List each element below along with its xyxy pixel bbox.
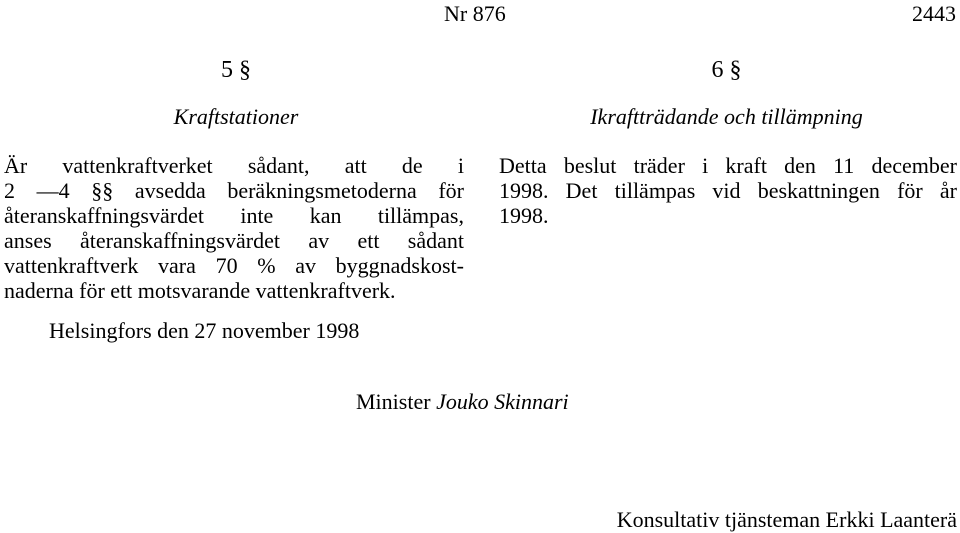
paragraph-line: 2 —4 §§ avsedda beräkningsmetoderna för (4, 178, 464, 203)
paragraph-line: återanskaffningsvärdet inte kan tillämpas, (4, 203, 464, 228)
page-number: 2443 (912, 1, 956, 26)
paragraph-line: naderna för ett motsvarande vattenkraftverk. (4, 278, 396, 303)
minister-title: Minister (356, 389, 431, 414)
section-5-number: 5 § (221, 57, 251, 83)
section-5-title: Kraftstationer (173, 104, 299, 129)
section-6-title: Ikraftträdande och tillämpning (590, 104, 863, 129)
paragraph-line: Är vattenkraftverket sådant, att de i (4, 153, 464, 178)
paragraph-line: 1998. (499, 203, 549, 228)
statute-number: Nr 876 (444, 1, 506, 26)
paragraph-line: Detta beslut träder i kraft den 11 december (499, 153, 957, 178)
section-5-paragraph (4, 153, 464, 303)
place-and-date: Helsingfors den 27 november 1998 (49, 318, 360, 343)
section-6-paragraph (499, 153, 957, 228)
paragraph-line: 1998. Det tillämpas vid beskattningen för år (499, 178, 957, 203)
paragraph-line: anses återanskaffningsvärdet av ett sådant (4, 228, 464, 253)
consultant-signature: Konsultativ tjänsteman Erkki Laanterä (616, 507, 957, 532)
minister-signature (356, 389, 569, 415)
section-6-number: 6 § (711, 57, 742, 83)
minister-name: Jouko Skinnari (436, 389, 569, 414)
paragraph-line: vattenkraftverk vara 70 % av byggnadskost- (4, 253, 464, 278)
